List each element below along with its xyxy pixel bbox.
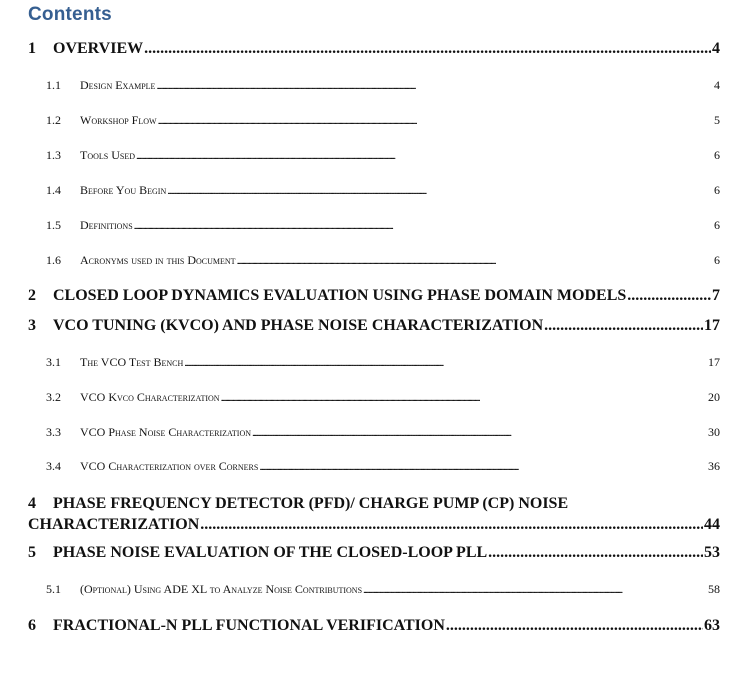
toc-entry-4[interactable]: [28, 493, 720, 535]
toc-entry-number: 1.4: [46, 183, 61, 197]
dot-leader: [167, 183, 713, 198]
toc-entry-label: Acronyms used in this Document: [80, 253, 236, 267]
toc-entry-3-3[interactable]: [46, 425, 720, 440]
toc-entry-label: (Optional) Using ADE XL to Analyze Noise Contributions: [80, 582, 363, 596]
toc-entry-page: 20: [708, 390, 720, 404]
dot-leader: [488, 544, 703, 562]
dot-leader: [544, 317, 703, 335]
toc-entry-number: 1.6: [46, 253, 61, 267]
toc-entry-label-continued: CHARACTERIZATION: [28, 516, 200, 533]
toc-entry-1-3[interactable]: [46, 148, 720, 163]
toc-entry-1-6[interactable]: [46, 253, 720, 268]
toc-entry-label: VCO Characterization over Corners: [80, 459, 259, 473]
toc-title: Contents: [28, 4, 112, 25]
toc-entry-label: PHASE NOISE EVALUATION OF THE CLOSED-LOOP PLL: [53, 544, 488, 561]
toc-entry-label: VCO TUNING (KVCO) AND PHASE NOISE CHARACTERIZATION: [53, 317, 544, 334]
toc-entry-page: 63: [704, 617, 720, 634]
toc-entry-label: VCO Phase Noise Characterization: [80, 425, 252, 439]
toc-entry-3-2[interactable]: [46, 390, 720, 405]
toc-entry-page: 6: [714, 253, 720, 267]
dot-leader: [252, 425, 707, 440]
toc-entry-label: Before You Begin: [80, 183, 167, 197]
dot-leader: [200, 514, 703, 535]
toc-entry-number: 1: [28, 40, 36, 57]
toc-entry-page: 30: [708, 425, 720, 439]
toc-entry-page: 53: [704, 544, 720, 561]
toc-entry-3[interactable]: [28, 317, 720, 335]
toc-entry-number: 5.1: [46, 582, 61, 596]
toc-entry-number: 1.3: [46, 148, 61, 162]
toc-entry-label: FRACTIONAL-N PLL FUNCTIONAL VERIFICATION: [53, 617, 445, 634]
toc-entry-label: VCO Kvco Characterization: [80, 390, 220, 404]
toc-entry-3-1[interactable]: [46, 355, 720, 370]
toc-entry-page: 4: [714, 78, 720, 92]
toc-entry-label: Definitions: [80, 218, 133, 232]
toc-entry-page: 6: [714, 148, 720, 162]
toc-entry-1[interactable]: [28, 40, 720, 58]
toc-entry-1-4[interactable]: [46, 183, 720, 198]
toc-entry-page: 44: [704, 516, 720, 533]
toc-entry-label: PHASE FREQUENCY DETECTOR (PFD)/ CHARGE PUMP (CP) NOISE: [53, 495, 569, 512]
toc-entry-number: 3: [28, 317, 36, 334]
dot-leader: [363, 582, 707, 597]
dot-leader: [221, 390, 707, 405]
toc-entry-label: OVERVIEW: [53, 40, 144, 57]
dot-leader: [259, 459, 707, 474]
toc-entry-page: 58: [708, 582, 720, 596]
toc-entry-label: The VCO Test Bench: [80, 355, 184, 369]
toc-entry-number: 6: [28, 617, 36, 634]
toc-entry-1-5[interactable]: [46, 218, 720, 233]
dot-leader: [237, 253, 713, 268]
dot-leader: [627, 287, 711, 305]
toc-entry-number: 3.1: [46, 355, 61, 369]
toc-entry-label: Design Example: [80, 78, 156, 92]
toc-entry-page: 36: [708, 459, 720, 473]
toc-entry-1-1[interactable]: [46, 78, 720, 93]
dot-leader: [136, 148, 713, 163]
toc-entry-3-4[interactable]: [46, 459, 720, 474]
dot-leader: [144, 40, 711, 58]
toc-entry-label: Tools Used: [80, 148, 135, 162]
toc-entry-number: 3.4: [46, 459, 61, 473]
dot-leader: [134, 218, 713, 233]
toc-entry-page: 17: [704, 317, 720, 334]
toc-entry-5-1[interactable]: [46, 582, 720, 597]
toc-entry-number: 2: [28, 287, 36, 304]
toc-entry-number: 1.2: [46, 113, 61, 127]
toc-entry-label: Workshop Flow: [80, 113, 157, 127]
toc-entry-6[interactable]: [28, 617, 720, 635]
toc-entry-page: 6: [714, 183, 720, 197]
toc-entry-number: 1.5: [46, 218, 61, 232]
toc-entry-number: 3.2: [46, 390, 61, 404]
toc-entry-page: 4: [712, 40, 720, 57]
toc-entry-5[interactable]: [28, 544, 720, 562]
toc-entry-number: 4: [28, 495, 36, 512]
toc-entry-2[interactable]: [28, 287, 720, 305]
toc-entry-page: 7: [712, 287, 720, 304]
toc-entry-number: 1.1: [46, 78, 61, 92]
toc-entry-page: 17: [708, 355, 720, 369]
toc-entry-page: 5: [714, 113, 720, 127]
toc-entry-number: 5: [28, 544, 36, 561]
toc-entry-number: 3.3: [46, 425, 61, 439]
toc-entry-1-2[interactable]: [46, 113, 720, 128]
toc-entry-page: 6: [714, 218, 720, 232]
dot-leader: [158, 113, 713, 128]
dot-leader: [184, 355, 707, 370]
dot-leader: [156, 78, 713, 93]
toc-entry-label: CLOSED LOOP DYNAMICS EVALUATION USING PHASE DOMAIN MODELS: [53, 287, 627, 304]
dot-leader: [446, 617, 703, 635]
